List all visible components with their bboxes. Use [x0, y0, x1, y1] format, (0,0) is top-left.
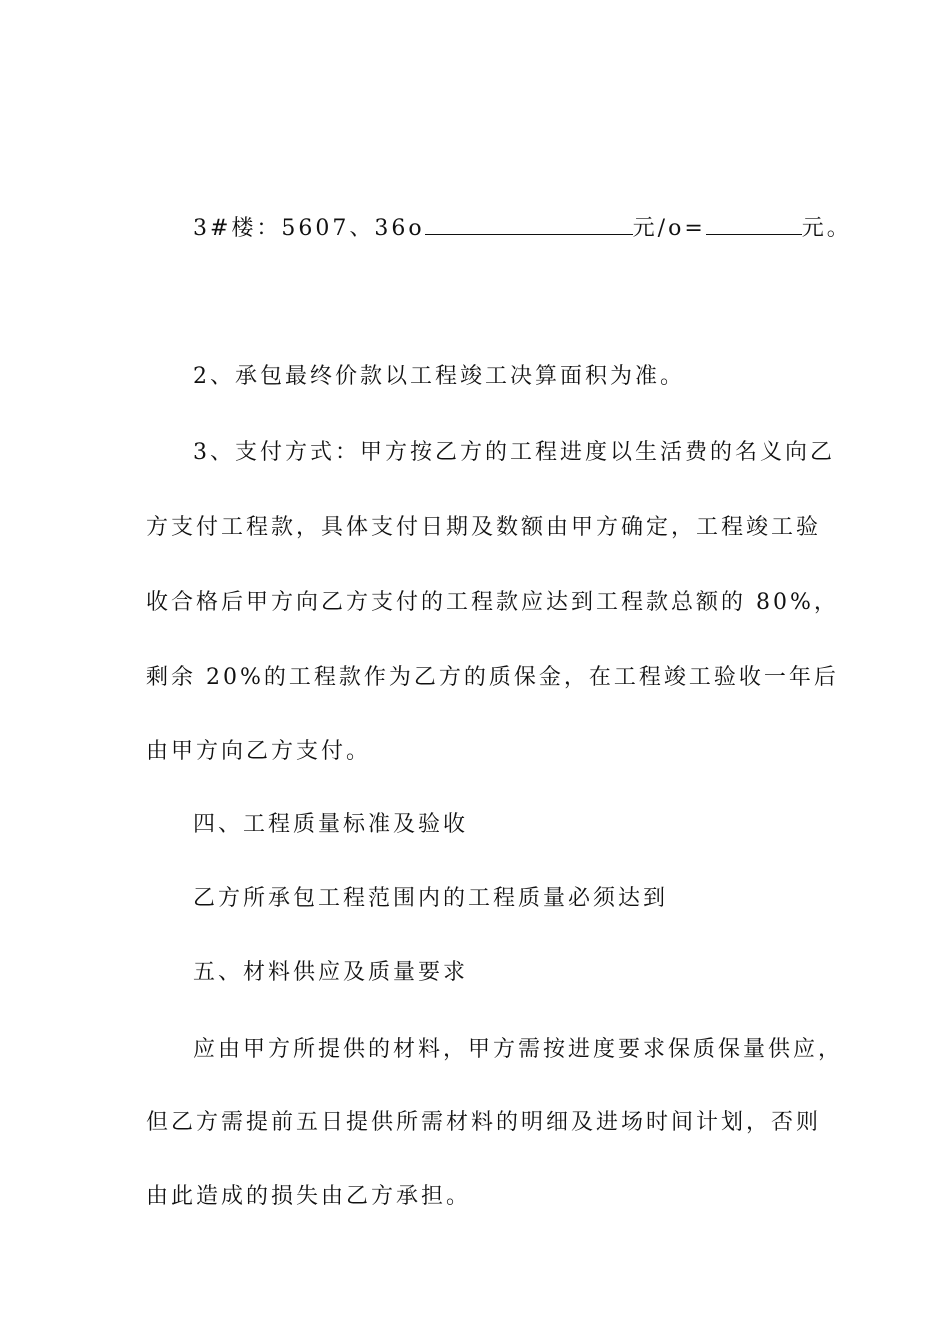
paragraph-line: 剩余 20%的工程款作为乙方的质保金，在工程竣工验收一年后 [146, 665, 839, 690]
paragraph-line: 方支付工程款，具体支付日期及数额由甲方确定，工程竣工验 [146, 515, 822, 540]
price-line [193, 212, 852, 242]
paragraph-line: 由此造成的损失由乙方承担。 [146, 1184, 472, 1209]
paragraph-line: 应由甲方所提供的材料，甲方需按进度要求保质保量供应， [193, 1037, 844, 1062]
price-line-suffix: 元。 [801, 216, 852, 241]
paragraph-line: 由甲方向乙方支付。 [146, 739, 372, 764]
price-line-unit: 元/o= [632, 216, 706, 241]
paragraph-line: 收合格后甲方向乙方支付的工程款应达到工程款总额的 80%， [146, 590, 839, 615]
paragraph-line: 乙方所承包工程范围内的工程质量必须达到 [193, 886, 669, 911]
total-blank-field [706, 212, 802, 235]
price-line-prefix: 3#楼：5607、36o [193, 216, 425, 241]
section-heading: 四、工程质量标准及验收 [193, 812, 469, 837]
paragraph-line: 3、支付方式：甲方按乙方的工程进度以生活费的名义向乙 [193, 440, 835, 465]
paragraph-line: 但乙方需提前五日提供所需材料的明细及进场时间计划，否则 [146, 1110, 822, 1135]
paragraph-line: 2、承包最终价款以工程竣工决算面积为准。 [193, 364, 685, 389]
section-heading: 五、材料供应及质量要求 [193, 960, 469, 985]
price-blank-field [425, 212, 633, 235]
